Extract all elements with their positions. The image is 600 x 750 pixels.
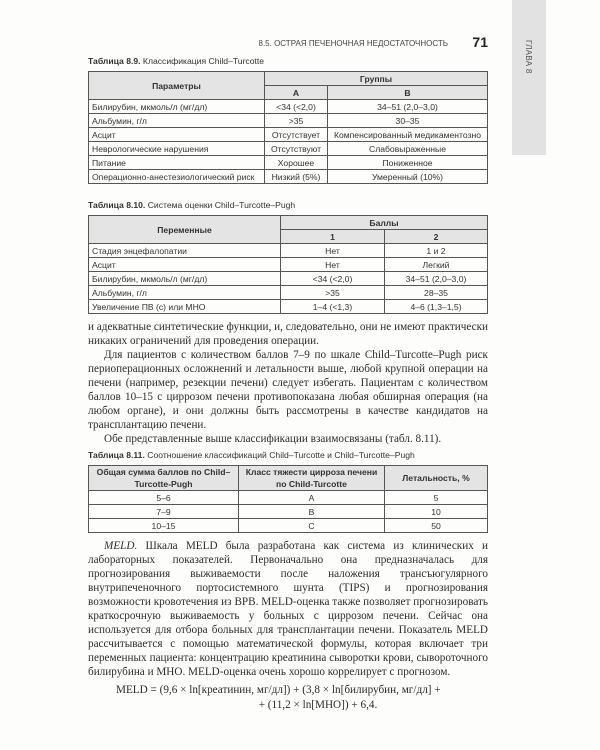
table-cell: 5–6 [89, 491, 239, 505]
table-cell: Пониженное [328, 156, 488, 170]
table-cell: Асцит [89, 128, 265, 142]
table-row [89, 128, 488, 142]
table-cell: 7–9 [89, 505, 239, 519]
table-cell: 1–4 (<1,3) [281, 300, 385, 314]
table-cell: Слабовыраженные [328, 142, 488, 156]
chapter-label: ГЛАВА 8 [524, 40, 533, 74]
table-cell: C [239, 519, 385, 533]
caption-label: Таблица 8.11. [88, 450, 145, 460]
table-row [89, 300, 488, 314]
table-row [89, 258, 488, 272]
table-cell: Операционно-анестезиологический риск [89, 170, 265, 184]
table-cell: Нет [281, 258, 385, 272]
table-cell: 4–6 (1,3–1,5) [385, 300, 488, 314]
table-row [89, 505, 488, 519]
caption-text: Система оценки Child–Turcotte–Pugh [145, 200, 296, 210]
header-scores: Баллы [281, 216, 488, 230]
caption-label: Таблица 8.10. [88, 200, 146, 210]
table-cell: 10 [385, 505, 488, 519]
table-cell: A [239, 491, 385, 505]
header-params: Параметры [89, 72, 265, 100]
caption-text: Соотношение классификаций Child–Turcotte и Child–Turcotte–Pugh [144, 450, 415, 460]
header-variables: Переменные [89, 216, 281, 244]
header-1: 1 [281, 230, 385, 244]
table-row [89, 114, 488, 128]
table-child-turcotte [88, 71, 488, 184]
paragraph: и адекватные синтетические функции, и, следовательно, они не имеют практически никаких ограничений для проведения операции. [88, 321, 488, 347]
body-text-1 [88, 320, 488, 446]
table-cell: Увеличение ПВ (с) или МНО [89, 300, 281, 314]
paragraph: Обе представленные выше классификации взаимосвязаны (табл. 8.11). [104, 433, 442, 445]
table-cell: >35 [265, 114, 328, 128]
chapter-side-tab [512, 0, 546, 155]
table-cell: 5 [385, 491, 488, 505]
table-cell: 34–51 (2,0–3,0) [385, 272, 488, 286]
table-cell: Компенсированный медикаментозно [328, 128, 488, 142]
table-cell: Асцит [89, 258, 281, 272]
caption-label: Таблица 8.9. [88, 56, 141, 66]
table-row [89, 519, 488, 533]
table-cell: 28–35 [385, 286, 488, 300]
table-cell: Отсутствуют [265, 142, 328, 156]
paragraph: Для пациентов с количеством баллов 7–9 по шкале Child–Turcotte–Pugh риск периоперационных осложнений и летальности выше, любой крупной операции на печени (например, резекции печени) следует избегать. Пациентам с количеством баллов 10–15 с циррозом печени противопоказана любая обширная операция (на любом органе), и они должны быть рассмотрены в качестве кандидатов на трансплантацию печени. [88, 349, 488, 431]
table-cell: Альбумин, г/л [89, 114, 265, 128]
table-cell: Альбумин, г/л [89, 286, 281, 300]
table-cell: 34–51 (2,0–3,0) [328, 100, 488, 114]
table-cell: 50 [385, 519, 488, 533]
table-cell: Неврологические нарушения [89, 142, 265, 156]
table-row [89, 100, 488, 114]
table-row [89, 142, 488, 156]
header-2: 2 [385, 230, 488, 244]
header-groups: Группы [265, 72, 488, 86]
table-cell: 30–35 [328, 114, 488, 128]
running-title: 8.5. ОСТРАЯ ПЕЧЕНОЧНАЯ НЕДОСТАТОЧНОСТЬ [258, 39, 448, 48]
table-cell: >35 [281, 286, 385, 300]
meld-paragraph [88, 539, 488, 679]
table-8-10-caption [88, 200, 488, 211]
table-cell: 10–15 [89, 519, 239, 533]
formula-line-2: + (11,2 × ln[МНО]) + 6,4. [258, 699, 378, 711]
table-cell: Хорошее [265, 156, 328, 170]
table-cell: B [239, 505, 385, 519]
header-a: A [265, 86, 328, 100]
table-cell: Отсутствует [265, 128, 328, 142]
table-classification-correlation [88, 465, 488, 533]
header-mortality: Летальность, % [385, 466, 488, 491]
table-cell: <34 (<2,0) [265, 100, 328, 114]
table-child-turcotte-pugh [88, 215, 488, 314]
page-column [88, 34, 488, 713]
table-row [89, 244, 488, 258]
table-cell: Билирубин, мкмоль/л (мг/дл) [89, 100, 265, 114]
table-cell: Питание [89, 156, 265, 170]
meld-text: Шкала MELD была разработана как система из клинических и лабораторных показателей. Первоначально она предназначалась для прогнозирования выживаемости после наложения трансъюгулярного внутрипеченочного портосистемного шунта (TIPS) и прогнозирования возможности кровотечения из ВРВ. MELD-оценка также позволяет прогнозировать краткосрочную выживаемость у больных с циррозом печени. Сейчас она используется для отбора больных для трансплантации печени. Показатель MELD рассчитывается с помощью математической формулы, которая включает три переменных пациента: концентрацию креатинина сыворотки крови, сывороточного билирубина и МНО. MELD-оценка очень хорошо коррелирует с прогнозом. [88, 540, 488, 678]
table-8-9-caption [88, 56, 488, 67]
table-row [89, 156, 488, 170]
table-row [89, 272, 488, 286]
page-number: 71 [472, 34, 488, 50]
spacer [88, 184, 488, 196]
table-cell: Стадия энцефалопатии [89, 244, 281, 258]
table-cell: Нет [281, 244, 385, 258]
meld-lead: MELD. [104, 540, 138, 552]
header-b: B [328, 86, 488, 100]
table-row [89, 170, 488, 184]
header-total-score: Общая сумма баллов по Child–Turcotte-Pugh [89, 466, 239, 491]
table-row [89, 286, 488, 300]
page-header [88, 34, 488, 52]
table-cell: 1 и 2 [385, 244, 488, 258]
formula-line-1: MELD = (9,6 × ln[креатинин, мг/дл]) + (3,8 × ln[билирубин, мг/дл] + [116, 684, 441, 696]
caption-text: Классификация Child–Turcotte [140, 56, 265, 66]
meld-formula [88, 683, 488, 713]
table-cell: Низкий (5%) [265, 170, 328, 184]
table-cell: <34 (<2,0) [281, 272, 385, 286]
table-cell: Билирубин, мкмоль/л (мг/дл) [89, 272, 281, 286]
table-cell: Умеренный (10%) [328, 170, 488, 184]
header-severity-class: Класс тяжести цирроза печени по Child-Turcotte [239, 466, 385, 491]
table-row [89, 491, 488, 505]
table-cell: Легкий [385, 258, 488, 272]
table-8-11-caption [88, 450, 488, 461]
